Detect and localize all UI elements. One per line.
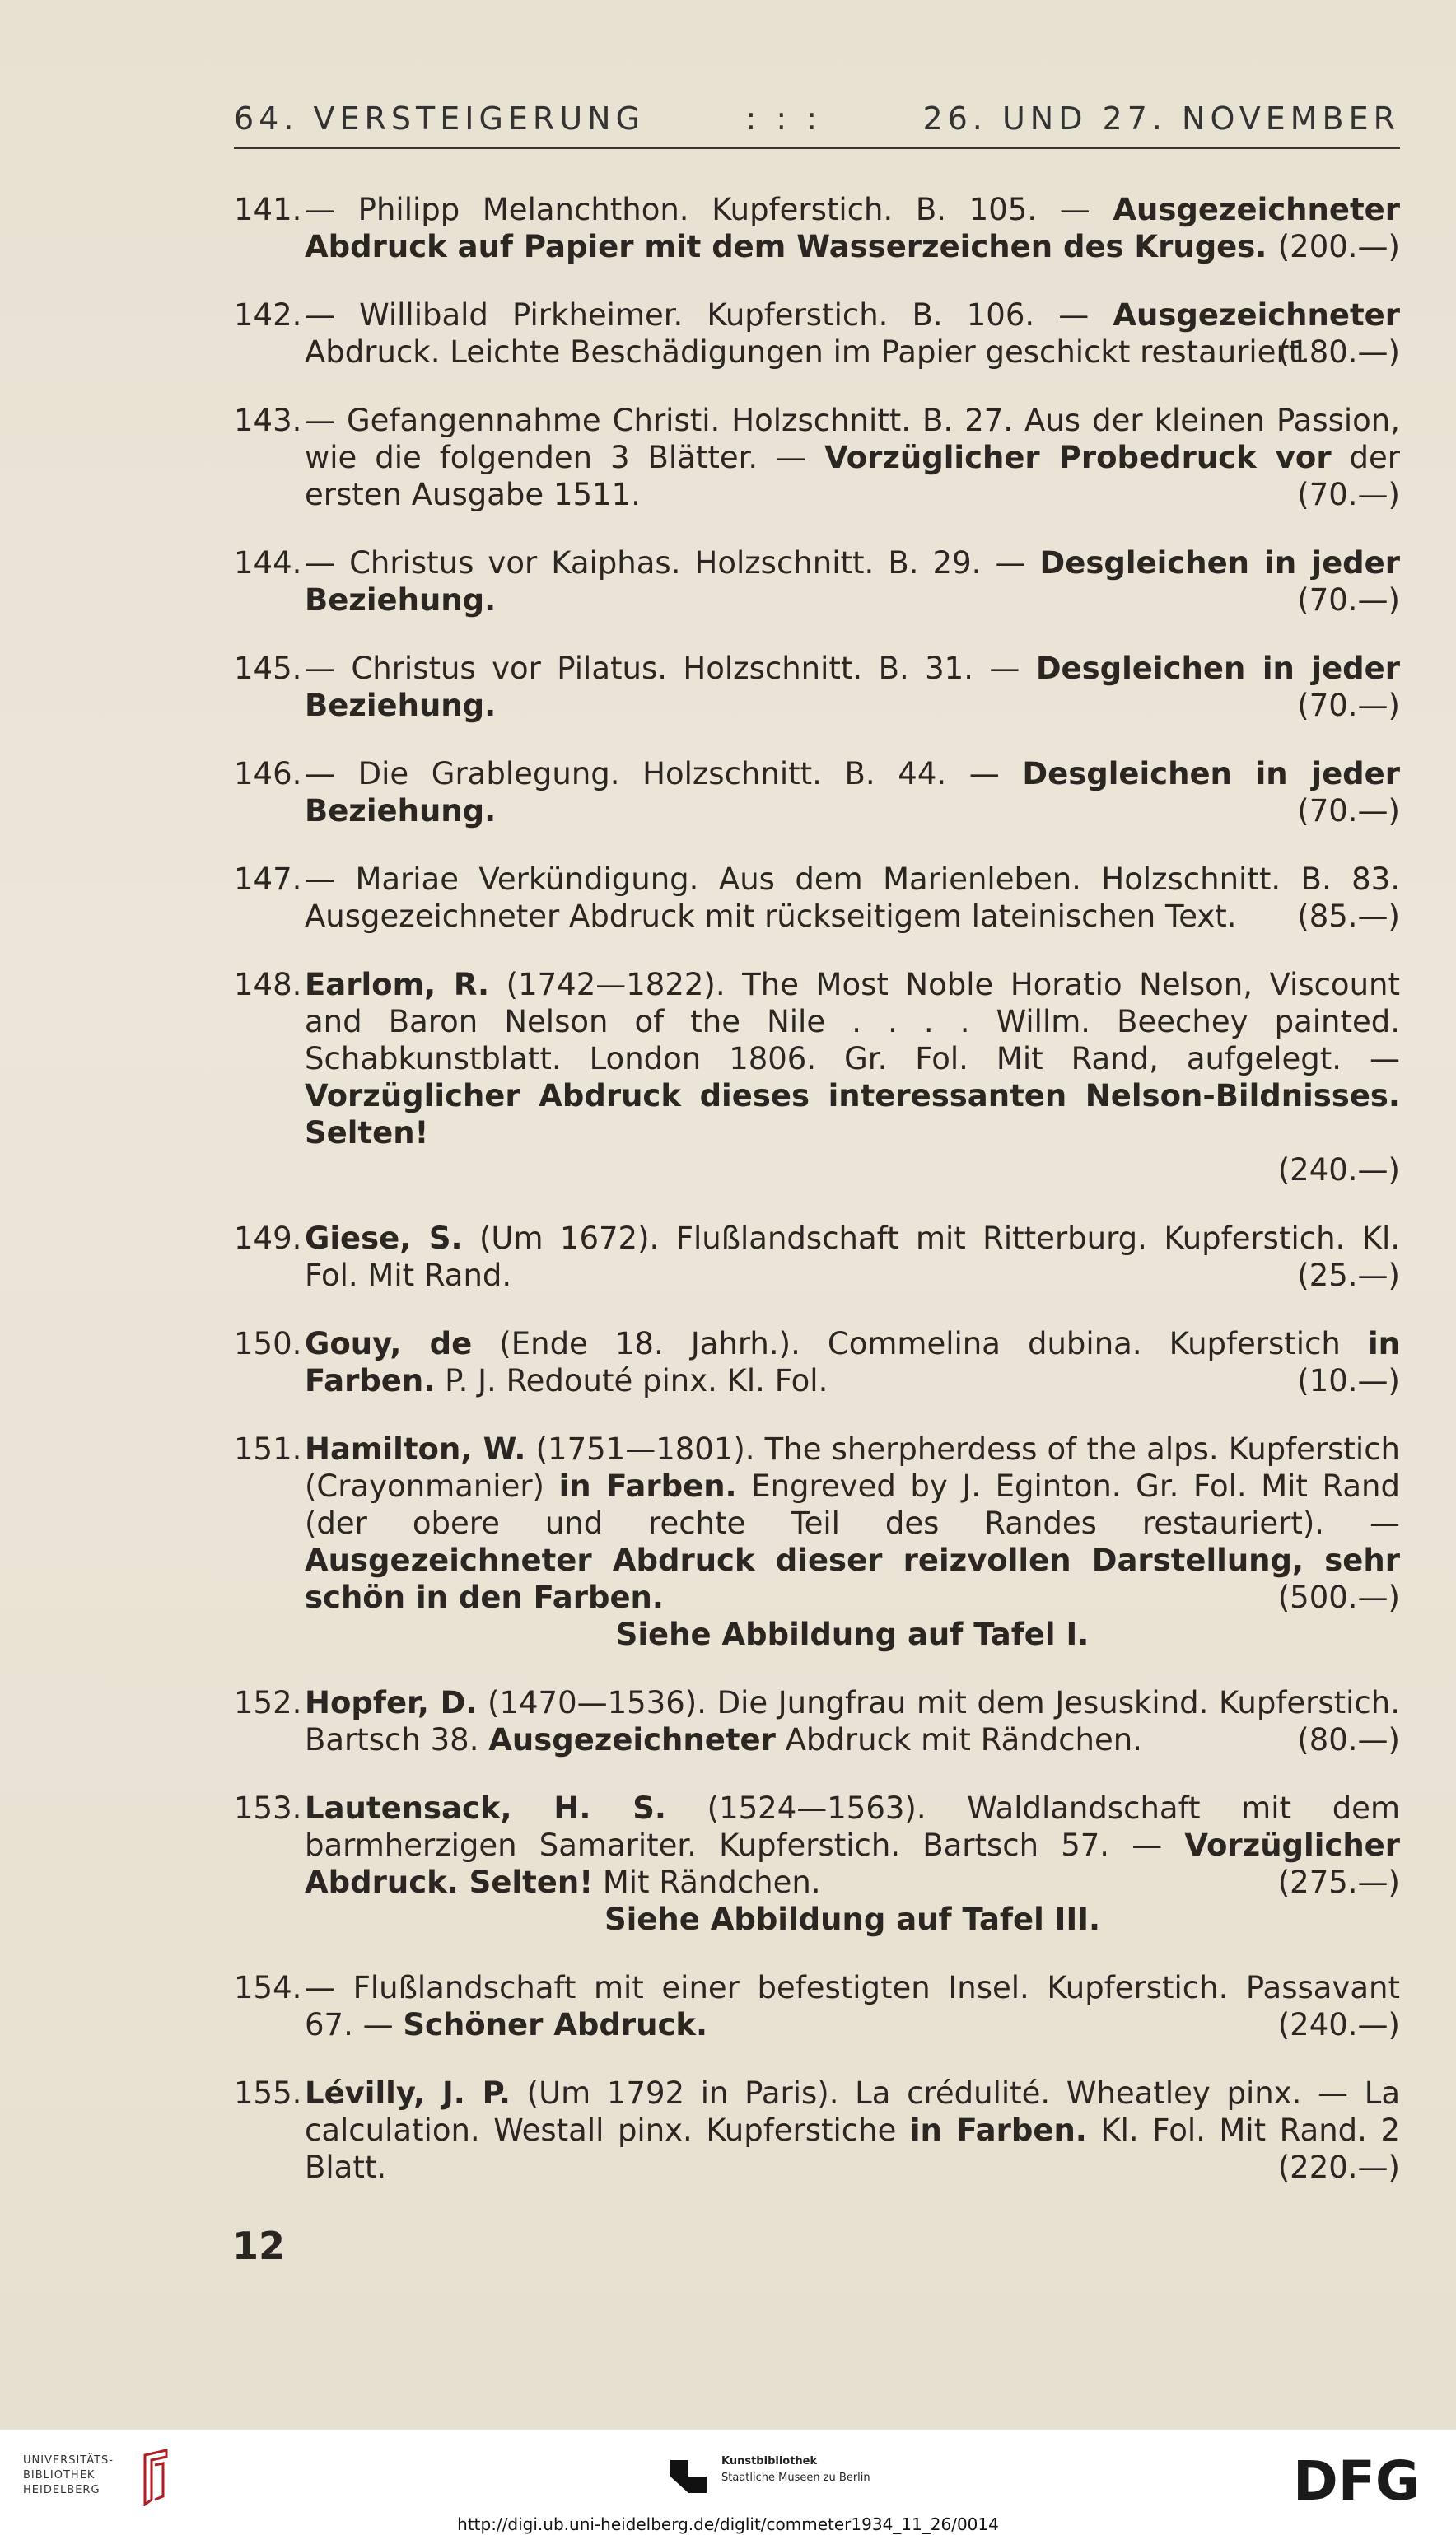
- entry-price: (180.—): [1277, 334, 1400, 370]
- plate-reference: Siehe Abbildung auf Tafel III.: [604, 1902, 1101, 1937]
- catalogue-entry: [234, 1220, 1400, 1294]
- entry-price: (70.—): [1297, 477, 1400, 512]
- catalogue-entry: [234, 966, 1400, 1188]
- entry-description: [305, 191, 1400, 265]
- header-right: 26. UND 27. NOVEMBER: [922, 100, 1400, 137]
- catalogue-entry: [234, 861, 1400, 935]
- catalogue-entries: [234, 191, 1400, 2217]
- dfg-logo-text: DFG: [1293, 2452, 1421, 2506]
- entry-text: Mit Rändchen.: [593, 1865, 821, 1900]
- entry-number: 147.: [234, 861, 302, 897]
- entry-text: — Philipp Melanchthon. Kupferstich. B. 105. —: [305, 192, 1113, 227]
- catalogue-entry: [234, 402, 1400, 513]
- entry-emphasis: Ausgezeichneter: [1113, 297, 1400, 333]
- entry-text: (Ende 18. Jahrh.). Commelina dubina. Kupferstich: [472, 1326, 1368, 1361]
- header-middle: : : :: [745, 100, 823, 137]
- catalogue-entry: [234, 755, 1400, 829]
- entry-number: 145.: [234, 651, 302, 686]
- entry-artist: Hopfer, D.: [305, 1685, 478, 1720]
- entry-artist: Lévilly, J. P.: [305, 2075, 511, 2111]
- entry-emphasis: in Farben.: [305, 1326, 1400, 1398]
- entry-emphasis: Ausgezeichneter Abdruck auf Papier mit dem Wasserzeichen des Kruges.: [305, 192, 1400, 264]
- entry-text: (Um 1672). Flußlandschaft mit Ritterburg. Kupferstich. Kl. Fol. Mit Rand.: [305, 1221, 1401, 1293]
- entry-text: Engreved by J. Eginton. Gr. Fol. Mit Rand (der obere und rechte Teil des Randes restauriert). —: [305, 1468, 1400, 1541]
- catalogue-entry: [234, 1790, 1400, 1938]
- entry-text: der ersten Ausgabe 1511.: [305, 440, 1400, 512]
- entry-number: 155.: [234, 2075, 302, 2111]
- entry-number: 148.: [234, 967, 302, 1002]
- entry-price: (220.—): [1277, 2150, 1400, 2185]
- entry-number: 142.: [234, 297, 302, 333]
- entry-text: — Mariae Verkündigung. Aus dem Marienleben. Holzschnitt. B. 83. Ausgezeichneter Abdruck mit rückseitigem lateinischen Text.: [305, 861, 1400, 934]
- catalogue-entry: [234, 1325, 1400, 1399]
- entry-price: (10.—): [1297, 1363, 1400, 1398]
- header-left: 64. VERSTEIGERUNG: [234, 100, 646, 137]
- entry-description: [305, 966, 1400, 1151]
- ub-logo-line: HEIDELBERG: [23, 2484, 100, 2496]
- catalogue-entry: [234, 191, 1400, 265]
- entry-price: (80.—): [1297, 1722, 1400, 1758]
- footer: [0, 2430, 1456, 2535]
- entry-emphasis: Vorzüglicher Probedruck vor: [824, 440, 1332, 475]
- entry-text: — Christus vor Kaiphas. Holzschnitt. B. 29. —: [305, 545, 1040, 581]
- entry-price: (25.—): [1297, 1258, 1400, 1293]
- entry-artist: Gouy, de: [305, 1326, 473, 1361]
- entry-emphasis: Ausgezeichneter Abdruck dieser reizvollen Darstellung, sehr schön in den Farben.: [305, 1543, 1400, 1615]
- entry-number: 149.: [234, 1221, 302, 1256]
- catalogue-entry: [234, 650, 1400, 724]
- entry-text: (Um 1792 in Paris). La crédulité. Wheatley pinx. — La calculation. Westall pinx. Kupferstiche: [305, 2075, 1400, 2148]
- entry-description: [305, 296, 1400, 371]
- entry-text: P. J. Redouté pinx. Kl. Fol.: [435, 1363, 828, 1398]
- entry-number: 144.: [234, 545, 302, 581]
- entry-emphasis: Vorzüglicher Abdruck dieses interessanten Nelson-Bildnisses. Selten!: [305, 1078, 1400, 1151]
- source-url[interactable]: http://digi.ub.uni-heidelberg.de/diglit/commeter1934_11_26/0014: [457, 2514, 999, 2534]
- entry-text: Abdruck. Leichte Beschädigungen im Papier geschickt restauriert.: [305, 334, 1310, 370]
- catalogue-entry: [234, 1431, 1400, 1653]
- entry-price: (70.—): [1297, 688, 1400, 723]
- running-header: [234, 100, 1400, 143]
- entry-text: Abdruck mit Rändchen.: [775, 1722, 1142, 1758]
- kunstbibliothek-text: [721, 2453, 870, 2486]
- kb-line2: Staatliche Museen zu Berlin: [721, 2472, 870, 2484]
- entry-emphasis: Vorzüglicher Abdruck. Selten!: [305, 1828, 1400, 1900]
- entry-price: (500.—): [1277, 1580, 1400, 1615]
- entry-text: — Flußlandschaft mit einer befestigten Insel. Kupferstich. Passavant 67. —: [305, 1970, 1400, 2042]
- entry-description: [305, 861, 1400, 935]
- catalogue-entry: [234, 1969, 1400, 2043]
- entry-price: (275.—): [1277, 1865, 1400, 1900]
- ub-logo-line: BIBLIOTHEK: [23, 2469, 96, 2481]
- plate-reference: Siehe Abbildung auf Tafel I.: [615, 1617, 1090, 1652]
- ub-mark-icon: [133, 2449, 173, 2506]
- entry-emphasis: Desgleichen in jeder Beziehung.: [305, 756, 1400, 829]
- entry-price: (70.—): [1297, 793, 1400, 829]
- ub-heidelberg-logo[interactable]: [23, 2453, 114, 2498]
- catalogue-entry: [234, 2075, 1400, 2186]
- entry-text: — Die Grablegung. Holzschnitt. B. 44. —: [305, 756, 1023, 791]
- entry-number: 154.: [234, 1970, 302, 2005]
- kb-line1: Kunstbibliothek: [721, 2455, 818, 2467]
- entry-number: 146.: [234, 756, 302, 791]
- entry-artist: Earlom, R.: [305, 967, 490, 1002]
- entry-text: — Christus vor Pilatus. Holzschnitt. B. 31. —: [305, 651, 1036, 686]
- entry-number: 141.: [234, 192, 302, 227]
- entry-number: 150.: [234, 1326, 302, 1361]
- entry-emphasis: in Farben.: [558, 1468, 737, 1504]
- entry-number: 143.: [234, 403, 302, 438]
- entry-price: (240.—): [1277, 2007, 1400, 2042]
- ub-logo-line: UNIVERSITÄTS-: [23, 2454, 114, 2467]
- entry-number: 152.: [234, 1685, 302, 1720]
- entry-text: (1742—1822). The Most Noble Horatio Nelson, Viscount and Baron Nelson of the Nile . . . . Willm. Beechey painted. Schabkunstblatt. London 1806. Gr. Fol. Mit Rand, aufgelegt. —: [305, 967, 1400, 1076]
- entry-artist: Lautensack, H. S.: [305, 1790, 666, 1826]
- entry-text: — Gefangennahme Christi. Holzschnitt. B. 27. Aus der kleinen Passion, wie die folgenden 3 Blätter. —: [305, 403, 1400, 475]
- catalogue-entry: [234, 296, 1400, 371]
- entry-text: (1470—1536). Die Jungfrau mit dem Jesuskind. Kupferstich. Bartsch 38.: [305, 1685, 1400, 1758]
- entry-price: (240.—): [1277, 1152, 1400, 1188]
- entry-emphasis: Desgleichen in jeder Beziehung.: [305, 651, 1400, 723]
- entry-text: (1751—1801). The sherpherdess of the alps. Kupferstich (Crayonmanier): [305, 1431, 1400, 1504]
- entry-number: 151.: [234, 1431, 302, 1467]
- entry-artist: Giese, S.: [305, 1221, 463, 1256]
- entry-text: — Willibald Pirkheimer. Kupferstich. B. 106. —: [305, 297, 1113, 333]
- dfg-logo[interactable]: [1293, 2452, 1433, 2506]
- entry-emphasis: Schöner Abdruck.: [403, 2007, 708, 2042]
- entry-text: Kl. Fol. Mit Rand. 2 Blatt.: [305, 2112, 1400, 2185]
- page-number: 12: [232, 2224, 286, 2268]
- entry-emphasis: Ausgezeichneter: [488, 1722, 776, 1758]
- catalogue-entry: [234, 1684, 1400, 1758]
- entry-emphasis: Desgleichen in jeder Beziehung.: [305, 545, 1401, 618]
- entry-price: (200.—): [1277, 229, 1400, 264]
- catalogue-entry: [234, 544, 1400, 619]
- kunstbibliothek-mark-icon: [667, 2457, 710, 2498]
- entry-price: (85.—): [1297, 899, 1400, 934]
- entry-artist: Hamilton, W.: [305, 1431, 526, 1467]
- header-rule: [234, 147, 1400, 149]
- entry-number: 153.: [234, 1790, 302, 1826]
- entry-price: (70.—): [1297, 582, 1400, 618]
- entry-emphasis: in Farben.: [909, 2112, 1087, 2148]
- entry-text: (1524—1563). Waldlandschaft mit dem barmherzigen Samariter. Kupferstich. Bartsch 57. —: [305, 1790, 1400, 1863]
